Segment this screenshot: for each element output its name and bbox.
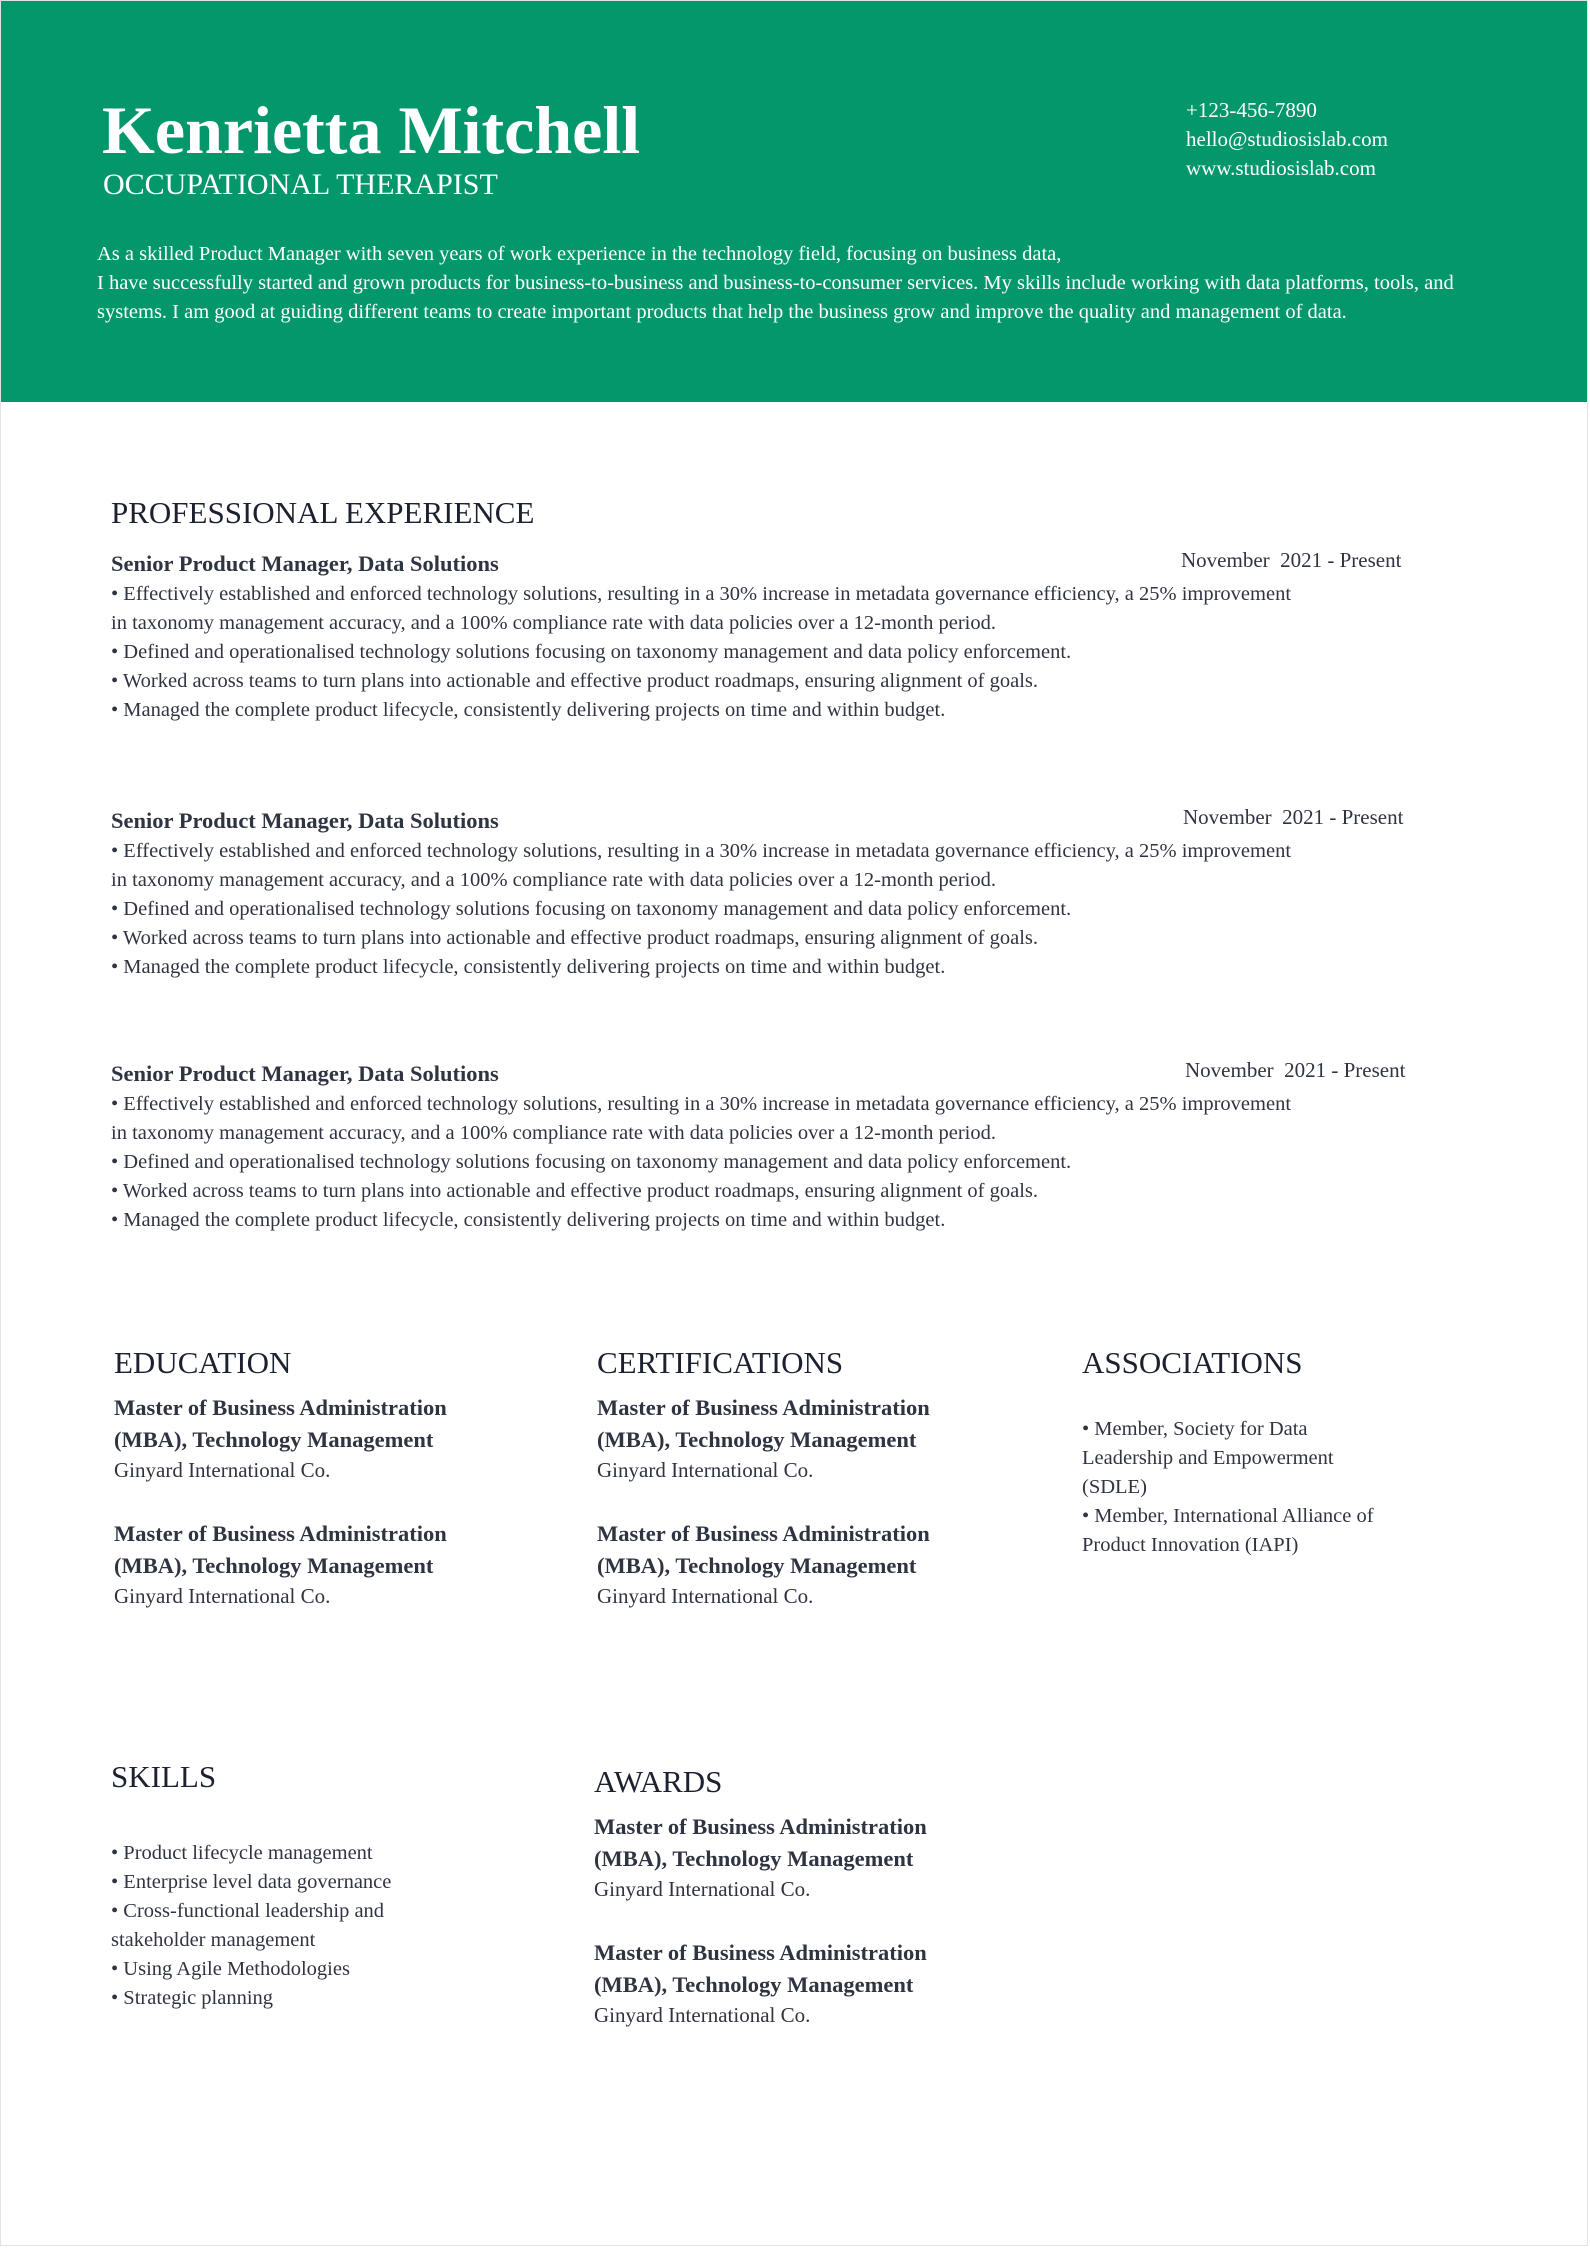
contact-email: hello@studiosislab.com	[1186, 127, 1388, 151]
entry-org: Ginyard International Co.	[597, 1584, 814, 1608]
list-item: • Effectively established and enforced technology solutions, resulting in a 30% increase in metadata governance efficiency, a 25% improvement in taxonomy management accuracy, and a 100% compliance rate with data policies over a 12-month period.	[111, 840, 1292, 891]
certifications-heading: CERTIFICATIONS	[597, 1345, 844, 1380]
entry-degree: Master of Business Administration (MBA), Technology Management	[594, 1940, 927, 1997]
contact-block	[1186, 96, 1388, 183]
experience-heading: PROFESSIONAL EXPERIENCE	[111, 495, 535, 530]
list-item: • Using Agile Methodologies	[111, 1958, 350, 1980]
job-date: November 2021 - Present	[1181, 548, 1402, 572]
list-item: • Member, Society for Data Leadership and Empowerment (SDLE)	[1082, 1418, 1334, 1498]
job-title: Senior Product Manager, Data Solutions	[111, 1061, 499, 1086]
contact-phone: +123-456-7890	[1186, 98, 1317, 122]
job-date: November 2021 - Present	[1185, 1058, 1406, 1082]
job-entry	[111, 548, 1421, 725]
job-entry	[111, 805, 1421, 982]
list-item: • Defined and operationalised technology solutions focusing on taxonomy management and data policy enforcement.	[111, 1151, 1072, 1173]
entry-org: Ginyard International Co.	[597, 1458, 814, 1482]
entry-degree: Master of Business Administration (MBA), Technology Management	[594, 1814, 927, 1871]
list-item: • Member, International Alliance of Product Innovation (IAPI)	[1082, 1505, 1374, 1556]
job-bullets	[111, 1090, 1311, 1235]
list-item: • Product lifecycle management	[111, 1842, 373, 1864]
entry-degree: Master of Business Administration (MBA), Technology Management	[597, 1395, 930, 1452]
associations-list	[1082, 1415, 1402, 1560]
candidate-role: OCCUPATIONAL THERAPIST	[103, 168, 498, 201]
entry-org: Ginyard International Co.	[114, 1584, 331, 1608]
list-item: • Strategic planning	[111, 1987, 274, 2009]
entry-degree: Master of Business Administration (MBA), Technology Management	[114, 1395, 447, 1452]
award-entry	[594, 1811, 994, 1904]
job-entry	[111, 1058, 1421, 1235]
education-entry	[114, 1392, 514, 1485]
contact-website: www.studiosislab.com	[1186, 156, 1376, 180]
skills-list	[111, 1839, 441, 2013]
list-item: • Managed the complete product lifecycle, consistently delivering projects on time and within budget.	[111, 1209, 946, 1231]
associations-heading: ASSOCIATIONS	[1082, 1345, 1303, 1380]
list-item: • Worked across teams to turn plans into actionable and effective product roadmaps, ensuring alignment of goals.	[111, 927, 1039, 949]
entry-degree: Master of Business Administration (MBA), Technology Management	[597, 1521, 930, 1578]
entry-degree: Master of Business Administration (MBA), Technology Management	[114, 1521, 447, 1578]
list-item: • Cross-functional leadership and stakeholder management	[111, 1900, 385, 1951]
job-title: Senior Product Manager, Data Solutions	[111, 551, 499, 576]
entry-org: Ginyard International Co.	[114, 1458, 331, 1482]
entry-org: Ginyard International Co.	[594, 2003, 811, 2027]
entry-org: Ginyard International Co.	[594, 1877, 811, 1901]
education-list	[114, 1392, 514, 1644]
education-heading: EDUCATION	[114, 1345, 292, 1380]
awards-list	[594, 1811, 994, 2063]
list-item: • Effectively established and enforced technology solutions, resulting in a 30% increase in metadata governance efficiency, a 25% improvement in taxonomy management accuracy, and a 100% compliance rate with data policies over a 12-month period.	[111, 1093, 1292, 1144]
list-item: • Worked across teams to turn plans into actionable and effective product roadmaps, ensuring alignment of goals.	[111, 670, 1039, 692]
skills-heading: SKILLS	[111, 1759, 217, 1794]
summary-line: I have successfully started and grown products for business-to-business and business-to-consumer services. My skills include working with data platforms, tools, and systems. I am good at guiding different teams to create important products that help the business grow and improve the quality and management of data.	[97, 272, 1454, 323]
list-item: • Effectively established and enforced technology solutions, resulting in a 30% increase in metadata governance efficiency, a 25% improvement in taxonomy management accuracy, and a 100% compliance rate with data policies over a 12-month period.	[111, 583, 1292, 634]
profile-summary	[97, 240, 1517, 327]
job-bullets	[111, 580, 1311, 725]
job-bullets	[111, 837, 1311, 982]
header-banner	[1, 1, 1588, 402]
list-item: • Defined and operationalised technology solutions focusing on taxonomy management and data policy enforcement.	[111, 898, 1072, 920]
candidate-name: Kenrietta Mitchell	[102, 92, 641, 168]
certifications-list	[597, 1392, 997, 1644]
education-entry	[114, 1518, 514, 1611]
list-item: • Defined and operationalised technology solutions focusing on taxonomy management and data policy enforcement.	[111, 641, 1072, 663]
summary-line: As a skilled Product Manager with seven years of work experience in the technology field, focusing on business data,	[97, 243, 1062, 265]
list-item: • Worked across teams to turn plans into actionable and effective product roadmaps, ensuring alignment of goals.	[111, 1180, 1039, 1202]
job-title: Senior Product Manager, Data Solutions	[111, 808, 499, 833]
job-date: November 2021 - Present	[1183, 805, 1404, 829]
list-item: • Managed the complete product lifecycle, consistently delivering projects on time and within budget.	[111, 956, 946, 978]
certification-entry	[597, 1392, 997, 1485]
awards-heading: AWARDS	[594, 1764, 723, 1799]
award-entry	[594, 1937, 994, 2030]
list-item: • Managed the complete product lifecycle, consistently delivering projects on time and within budget.	[111, 699, 946, 721]
certification-entry	[597, 1518, 997, 1611]
list-item: • Enterprise level data governance	[111, 1871, 392, 1893]
